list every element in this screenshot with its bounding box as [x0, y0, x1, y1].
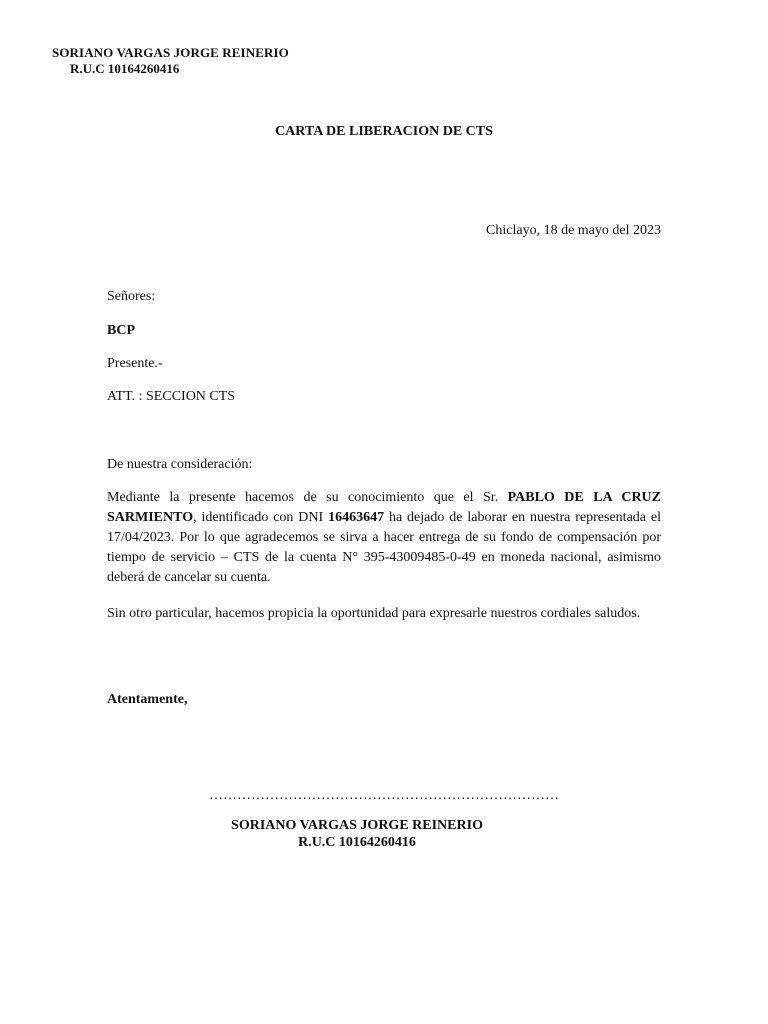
signature-name: SORIANO VARGAS JORGE REINERIO	[231, 818, 483, 833]
header-ruc: R.U.C 10164260416	[70, 61, 180, 76]
letter-date: Chiclayo, 18 de mayo del 2023	[486, 223, 661, 238]
signature-line: …………………………………………………………………	[209, 788, 559, 803]
header-company-name: SORIANO VARGAS JORGE REINERIO	[52, 45, 289, 60]
letter-title: CARTA DE LIBERACION DE CTS	[275, 124, 493, 139]
salutation: Señores:	[107, 289, 156, 304]
body-paragraph-1	[107, 488, 661, 588]
employee-dni: 16463647	[328, 510, 385, 525]
presente-line: Presente.-	[107, 356, 163, 371]
greeting: De nuestra consideración:	[107, 457, 253, 472]
body-p1-text-b: , identificado con DNI	[193, 510, 329, 525]
attention-line: ATT. : SECCION CTS	[107, 389, 236, 404]
signature-ruc: R.U.C 10164260416	[298, 835, 416, 850]
employee-name: PABLO DE LA CRUZ SARMIENTO	[107, 490, 662, 525]
recipient-bank: BCP	[107, 323, 135, 338]
body-p1-text-c: ha dejado de laborar en nuestra representada el 17/04/2023. Por lo que agradecemos se sirva a hacer entrega de su fondo de compensación por tiempo de servicio – CTS de la cuenta N° 395-43009485-0-49 en moneda nacional, asimismo deberá de cancelar su cuenta.	[107, 510, 661, 585]
body-p1-text-a: Mediante la presente hacemos de su conocimiento que el Sr.	[107, 490, 508, 505]
closing: Atentamente,	[107, 692, 188, 707]
body-paragraph-2: Sin otro particular, hacemos propicia la oportunidad para expresarle nuestros cordiales saludos.	[107, 606, 641, 621]
